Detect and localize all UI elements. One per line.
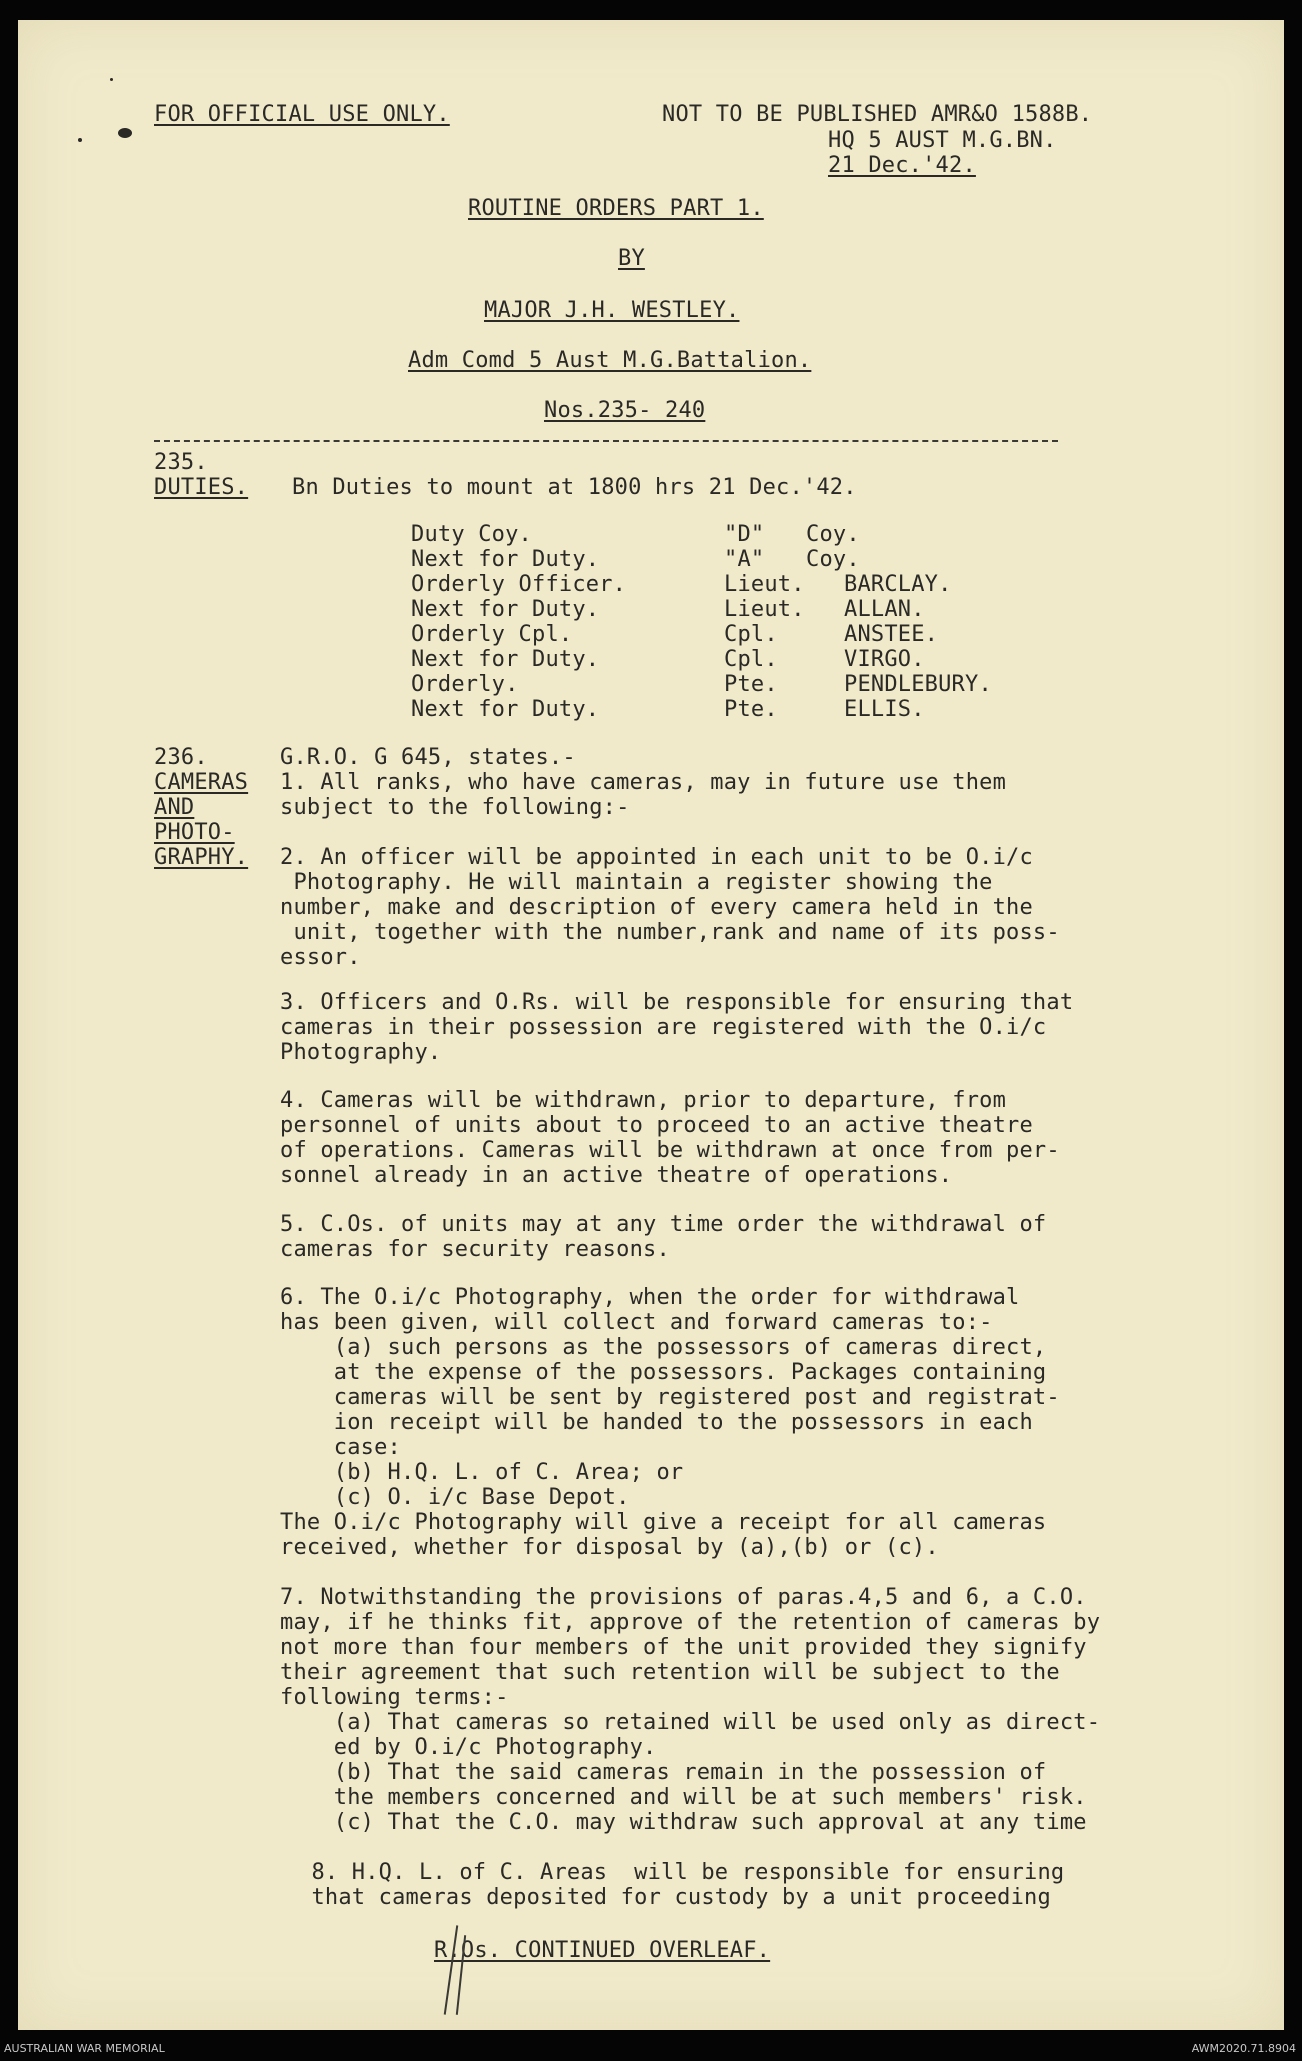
roster-name: ALLAN.	[844, 597, 925, 622]
order-236-line: (a) That cameras so retained will be used only as direct-	[280, 1710, 1101, 1735]
order-236-line: may, if he thinks fit, approve of the retention of cameras by	[280, 1610, 1101, 1635]
roster-rank: Lieut.	[724, 597, 805, 622]
order-236-line: sonnel already in an active theatre of operations.	[280, 1163, 953, 1188]
order-236-heading: AND	[154, 795, 195, 820]
order-236-line: 5. C.Os. of units may at any time order the withdrawal of	[280, 1212, 1047, 1237]
header-classification: FOR OFFICIAL USE ONLY.	[154, 102, 450, 127]
roster-name: Coy.	[806, 522, 860, 547]
footer-institution: AUSTRALIAN WAR MEMORIAL	[4, 2042, 165, 2055]
roster-role: Orderly Cpl.	[411, 622, 573, 647]
roster-name: ELLIS.	[844, 697, 925, 722]
roster-name: Coy.	[806, 547, 860, 572]
ink-dot	[110, 78, 113, 81]
order-236-line: 7. Notwithstanding the provisions of paras.4,5 and 6, a C.O.	[280, 1585, 1087, 1610]
order-236-line: The O.i/c Photography will give a receipt for all cameras	[280, 1510, 1047, 1535]
order-236-line: essor.	[280, 945, 361, 970]
order-236-line: 1. All ranks, who have cameras, may in future use them	[280, 770, 1007, 795]
order-236-line: 4. Cameras will be withdrawn, prior to departure, from	[280, 1088, 1007, 1113]
order-236-line: subject to the following:-	[280, 795, 630, 820]
roster-role: Orderly.	[411, 672, 519, 697]
order-236-line: that cameras deposited for custody by a unit proceeding	[298, 1885, 1051, 1910]
order-236-line: Photography.	[280, 1040, 442, 1065]
roster-rank: Pte.	[724, 697, 778, 722]
header-date: 21 Dec.'42.	[828, 153, 976, 178]
roster-rank: Cpl.	[724, 647, 778, 672]
ink-mark	[118, 128, 132, 138]
order-236-line: cameras will be sent by registered post and registrat-	[280, 1385, 1060, 1410]
roster-role: Orderly Officer.	[411, 572, 627, 597]
order-236-heading: CAMERAS	[154, 770, 249, 795]
order-236-line: ed by O.i/c Photography.	[280, 1735, 657, 1760]
order-236-heading: GRAPHY.	[154, 845, 249, 870]
order-236-line: personnel of units about to proceed to an active theatre	[280, 1113, 1033, 1138]
order-236-line: (a) such persons as the possessors of cameras direct,	[280, 1335, 1047, 1360]
order-235-number: 235.	[154, 450, 208, 475]
order-236-line: (b) H.Q. L. of C. Area; or	[280, 1460, 684, 1485]
order-236-line: 2. An officer will be appointed in each unit to be O.i/c	[280, 845, 1033, 870]
order-235-heading: DUTIES.	[154, 475, 249, 500]
document-page	[18, 20, 1284, 2030]
order-236-line: 8. H.Q. L. of C. Areas will be responsible for ensuring	[298, 1860, 1065, 1885]
roster-role: Next for Duty.	[411, 647, 600, 672]
roster-name: BARCLAY.	[844, 572, 952, 597]
roster-role: Duty Coy.	[411, 522, 533, 547]
order-236-line: case:	[280, 1435, 402, 1460]
title-officer: MAJOR J.H. WESTLEY.	[484, 298, 740, 323]
order-236-line: received, whether for disposal by (a),(b) or (c).	[280, 1535, 939, 1560]
roster-role: Next for Duty.	[411, 697, 600, 722]
order-236-line: Photography. He will maintain a register showing the	[280, 870, 993, 895]
order-236-line: not more than four members of the unit provided they signify	[280, 1635, 1087, 1660]
order-236-line: (c) That the C.O. may withdraw such approval at any time	[280, 1810, 1087, 1835]
order-236-number: 236.	[154, 745, 208, 770]
order-236-line: has been given, will collect and forward cameras to:-	[280, 1310, 993, 1335]
title-order-numbers: Nos.235- 240	[544, 398, 706, 423]
header-publication-note: NOT TO BE PUBLISHED AMR&O 1588B.	[662, 102, 1093, 127]
footer-accession: AWM2020.71.8904	[1191, 2042, 1296, 2055]
order-236-line: 6. The O.i/c Photography, when the order for withdrawal	[280, 1285, 1020, 1310]
order-236-line: the members concerned and will be at such members' risk.	[280, 1785, 1087, 1810]
order-236-line: at the expense of the possessors. Packages containing	[280, 1360, 1047, 1385]
order-236-line: unit, together with the number,rank and name of its poss-	[280, 920, 1060, 945]
order-236-line: their agreement that such retention will be subject to the	[280, 1660, 1060, 1685]
ink-dot	[78, 138, 82, 142]
title-command: Adm Comd 5 Aust M.G.Battalion.	[408, 348, 812, 373]
section-divider	[154, 440, 1058, 442]
order-236-line: of operations. Cameras will be withdrawn at once from per-	[280, 1138, 1060, 1163]
order-236-line: number, make and description of every camera held in the	[280, 895, 1033, 920]
header-unit: HQ 5 AUST M.G.BN.	[828, 128, 1057, 153]
roster-role: Next for Duty.	[411, 547, 600, 572]
order-236-line: 3. Officers and O.Rs. will be responsible for ensuring that	[280, 990, 1074, 1015]
roster-rank: Lieut.	[724, 572, 805, 597]
order-236-line: (b) That the said cameras remain in the possession of	[280, 1760, 1047, 1785]
order-236-line: cameras for security reasons.	[280, 1237, 670, 1262]
title-by: BY	[618, 246, 645, 271]
roster-rank: Cpl.	[724, 622, 778, 647]
order-236-line: ion receipt will be handed to the possessors in each	[280, 1410, 1033, 1435]
roster-rank: "A"	[724, 547, 765, 572]
order-236-line: cameras in their possession are registered with the O.i/c	[280, 1015, 1047, 1040]
title-routine-orders: ROUTINE ORDERS PART 1.	[468, 196, 764, 221]
roster-name: ANSTEE.	[844, 622, 939, 647]
order-236-line: following terms:-	[280, 1685, 509, 1710]
order-236-line: (c) O. i/c Base Depot.	[280, 1485, 630, 1510]
continued-overleaf: R.Os. CONTINUED OVERLEAF.	[434, 1938, 771, 1963]
order-236-heading: PHOTO-	[154, 820, 235, 845]
roster-name: PENDLEBURY.	[844, 672, 992, 697]
roster-rank: Pte.	[724, 672, 778, 697]
order-236-line: G.R.O. G 645, states.-	[280, 745, 576, 770]
roster-role: Next for Duty.	[411, 597, 600, 622]
order-235-intro: Bn Duties to mount at 1800 hrs 21 Dec.'42.	[292, 475, 857, 500]
roster-name: VIRGO.	[844, 647, 925, 672]
roster-rank: "D"	[724, 522, 765, 547]
